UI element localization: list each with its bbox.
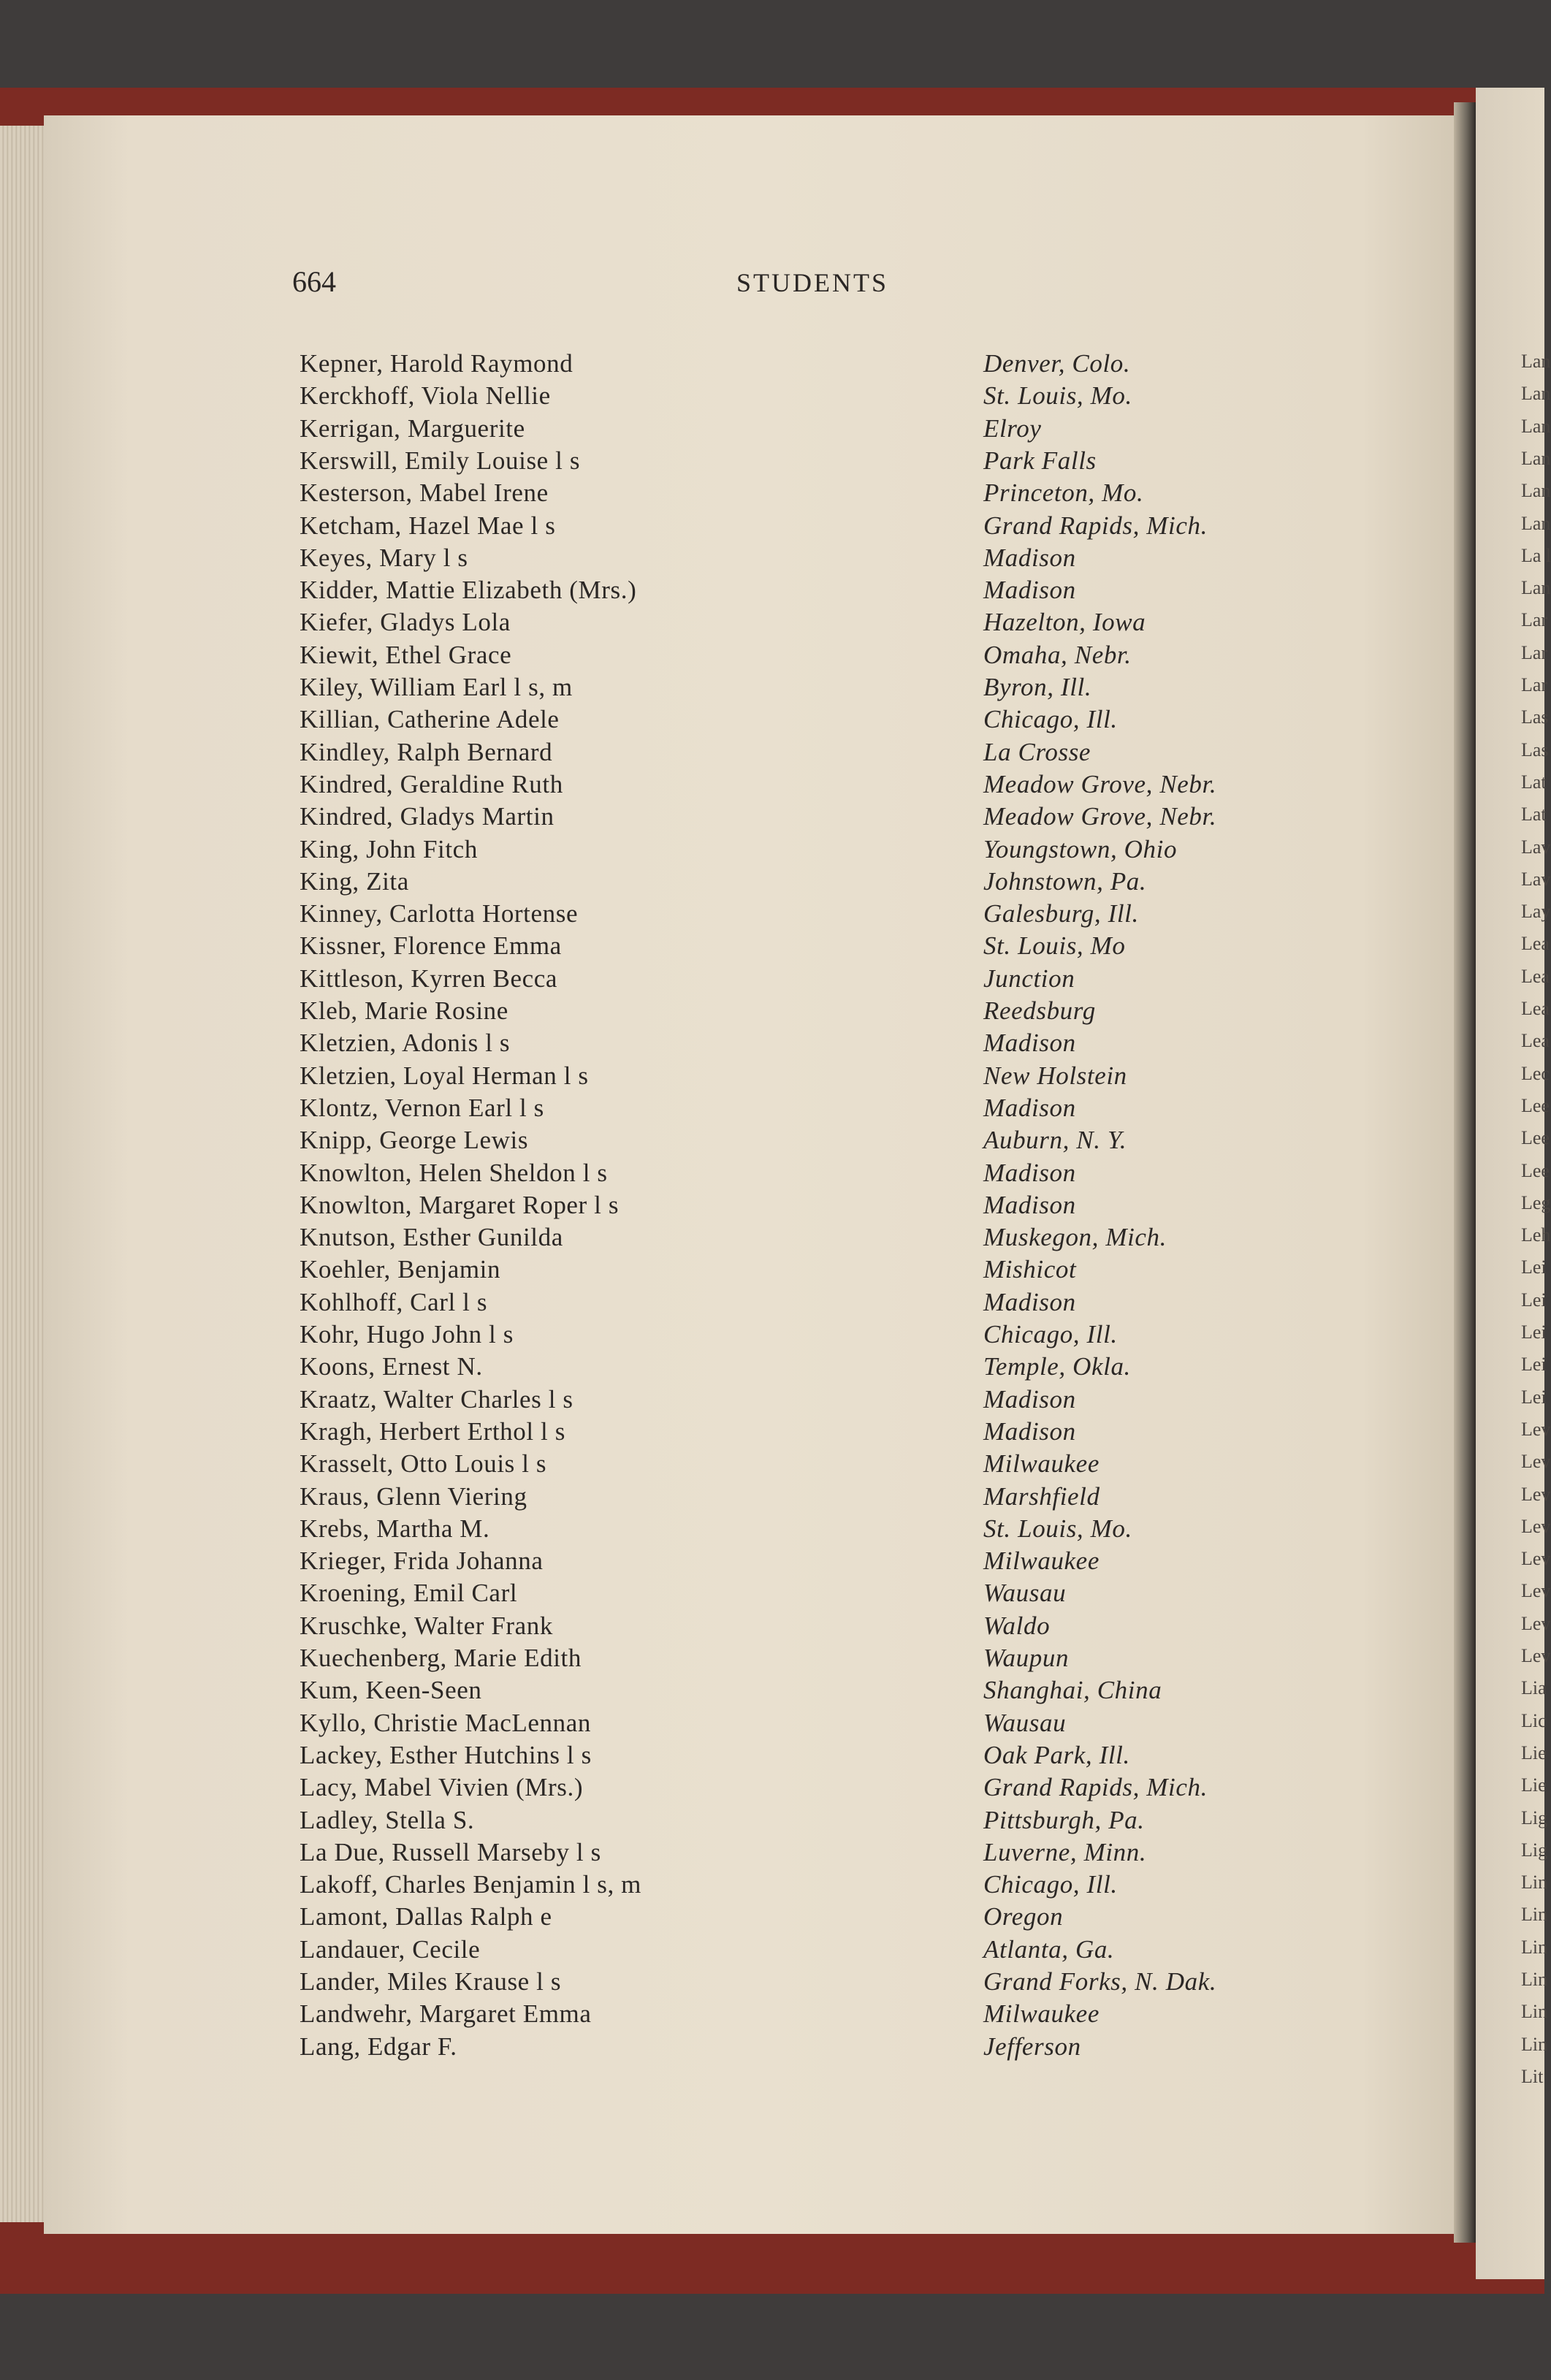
- student-name: Krieger, Frida Johanna: [300, 1546, 544, 1576]
- student-hometown: Chicago, Ill.: [983, 1870, 1118, 1899]
- list-item: [0, 1967, 1461, 1999]
- student-name: Knipp, George Lewis: [300, 1126, 529, 1155]
- student-name: Kiefer, Gladys Lola: [300, 608, 511, 637]
- list-item: [0, 1676, 1461, 1708]
- list-item: [0, 1094, 1461, 1126]
- list-item: [0, 802, 1461, 834]
- list-item: [0, 1352, 1461, 1384]
- list-item: [0, 1514, 1461, 1546]
- student-hometown: Park Falls: [983, 446, 1097, 475]
- list-item: [0, 1935, 1461, 1967]
- list-item: [0, 1773, 1461, 1805]
- list-item: [0, 1288, 1461, 1320]
- student-name: Lamont, Dallas Ralph e: [300, 1902, 552, 1931]
- student-hometown: Shanghai, China: [983, 1676, 1162, 1705]
- next-page-fragment: Lin: [1521, 1969, 1548, 1990]
- list-item: [0, 867, 1461, 899]
- student-name: Kerswill, Emily Louise l s: [300, 446, 581, 475]
- student-name: Kraus, Glenn Viering: [300, 1481, 527, 1511]
- student-name: Ketcham, Hazel Mae l s: [300, 511, 556, 540]
- student-hometown: Oak Park, Ill.: [983, 1740, 1130, 1769]
- student-hometown: Hazelton, Iowa: [983, 608, 1146, 637]
- list-item: [0, 576, 1461, 608]
- list-item: [0, 1029, 1461, 1061]
- next-page-fragment: Lec: [1521, 1062, 1550, 1084]
- next-page-fragment: Lan: [1521, 512, 1551, 534]
- student-hometown: Reedsburg: [983, 996, 1096, 1025]
- next-page-fragment: Lat: [1521, 771, 1547, 793]
- next-page-fragment: Lar: [1521, 641, 1548, 663]
- student-hometown: Mishicot: [983, 1255, 1077, 1284]
- student-hometown: Galesburg, Ill.: [983, 899, 1139, 928]
- next-page-fragment: Lin: [1521, 1904, 1548, 1926]
- list-item: [0, 1159, 1461, 1191]
- next-page-fragment: Lat: [1521, 804, 1547, 825]
- list-item: [0, 1709, 1461, 1741]
- student-name: Koons, Ernest N.: [300, 1352, 483, 1381]
- student-name: Kuechenberg, Marie Edith: [300, 1644, 582, 1672]
- next-page-fragment: Lei: [1521, 1256, 1547, 1278]
- student-hometown: Temple, Okla.: [983, 1352, 1131, 1381]
- next-page-fragment: La l: [1521, 544, 1551, 566]
- list-item: [0, 1449, 1461, 1481]
- student-hometown: Princeton, Mo.: [983, 478, 1144, 508]
- next-page-fragment: Lev: [1521, 1548, 1551, 1570]
- next-page-fragment: Lin: [1521, 2033, 1548, 2055]
- next-page-fragment: Lan: [1521, 415, 1551, 437]
- student-name: Kindley, Ralph Bernard: [300, 737, 553, 766]
- student-hometown: Elroy: [983, 413, 1042, 443]
- next-page-fragment: Lea: [1521, 965, 1550, 987]
- student-hometown: Madison: [983, 1190, 1076, 1219]
- student-hometown: Muskegon, Mich.: [983, 1223, 1167, 1252]
- student-hometown: Madison: [983, 1158, 1076, 1187]
- student-hometown: Johnstown, Pa.: [983, 866, 1147, 896]
- student-name: Ladley, Stella S.: [300, 1805, 475, 1834]
- next-page-fragment: Lan: [1521, 480, 1551, 502]
- student-name: Kidder, Mattie Elizabeth (Mrs.): [300, 576, 637, 605]
- student-name: Kerrigan, Marguerite: [300, 413, 525, 443]
- next-page-fragment: Lev: [1521, 1612, 1551, 1634]
- next-page-fragment: Lee: [1521, 1159, 1550, 1181]
- student-name: Kyllo, Christie MacLennan: [300, 1708, 591, 1737]
- list-item: [0, 673, 1461, 705]
- student-name: Keyes, Mary l s: [300, 543, 468, 572]
- next-page-fragment: Lei: [1521, 1354, 1547, 1376]
- list-item: [0, 1999, 1461, 2032]
- next-page-fragment: Lev: [1521, 1580, 1551, 1602]
- next-page-fragment: Lie: [1521, 1742, 1547, 1763]
- next-page-fragment: Lav: [1521, 868, 1551, 890]
- list-item: [0, 1870, 1461, 1902]
- student-name: Kohlhoff, Carl l s: [300, 1287, 488, 1316]
- next-page-fragment: Lev: [1521, 1645, 1551, 1666]
- student-name: Lang, Edgar F.: [300, 2032, 457, 2061]
- list-item: [0, 1320, 1461, 1352]
- student-hometown: Meadow Grove, Nebr.: [983, 802, 1217, 831]
- next-page-fragment: Lav: [1521, 836, 1551, 858]
- next-page-fragment: Lay: [1521, 901, 1551, 923]
- next-page-fragment: Lar: [1521, 674, 1548, 695]
- student-hometown: Madison: [983, 543, 1076, 572]
- next-page-fragment: Lig: [1521, 1839, 1548, 1861]
- student-hometown: Jefferson: [983, 2032, 1081, 2061]
- next-page-fragment: Lev: [1521, 1451, 1551, 1473]
- next-page-fragment: Lit: [1521, 2065, 1544, 2087]
- list-item: [0, 1191, 1461, 1223]
- student-name: Kindred, Gladys Martin: [300, 802, 555, 831]
- list-item: [0, 511, 1461, 543]
- student-name: Kleb, Marie Rosine: [300, 996, 508, 1025]
- next-page-fragment: Lev: [1521, 1515, 1551, 1537]
- next-page-fragment: Las: [1521, 706, 1549, 728]
- student-hometown: Milwaukee: [983, 1999, 1100, 2029]
- page-number: 664: [292, 265, 336, 298]
- student-hometown: Omaha, Nebr.: [983, 640, 1132, 669]
- next-page-fragment: Lig: [1521, 1807, 1548, 1828]
- next-page-fragment: Las: [1521, 739, 1549, 760]
- student-name: Kletzien, Adonis l s: [300, 1029, 511, 1058]
- student-name: Knowlton, Margaret Roper l s: [300, 1190, 620, 1219]
- next-page-fragment: Lev: [1521, 1483, 1551, 1505]
- student-name: Kragh, Herbert Erthol l s: [300, 1416, 565, 1446]
- student-hometown: St. Louis, Mo.: [983, 381, 1132, 411]
- student-hometown: Auburn, N. Y.: [983, 1126, 1127, 1155]
- list-item: [0, 1546, 1461, 1579]
- student-hometown: Madison: [983, 1093, 1076, 1122]
- list-item: [0, 1417, 1461, 1449]
- student-hometown: St. Louis, Mo.: [983, 1514, 1132, 1543]
- next-page-fragment: Lei: [1521, 1386, 1547, 1408]
- next-page-fragment: Lee: [1521, 1127, 1550, 1149]
- next-page-fragment: Lea: [1521, 933, 1550, 955]
- list-item: [0, 446, 1461, 478]
- page-title: STUDENTS: [736, 268, 889, 297]
- student-hometown: New Holstein: [983, 1061, 1127, 1090]
- student-hometown: Grand Rapids, Mich.: [983, 511, 1208, 540]
- list-item: [0, 1806, 1461, 1838]
- next-page-fragment: Lan: [1521, 577, 1551, 599]
- student-hometown: Chicago, Ill.: [983, 1320, 1118, 1349]
- next-page-fragment: Lin: [1521, 1936, 1548, 1958]
- student-name: Kesterson, Mabel Irene: [300, 478, 549, 508]
- list-item: [0, 1482, 1461, 1514]
- next-page-fragment: Lea: [1521, 1030, 1550, 1052]
- student-name: La Due, Russell Marseby l s: [300, 1837, 601, 1866]
- next-page-fragment: Lee: [1521, 1094, 1550, 1116]
- list-item: [0, 414, 1461, 446]
- list-item: [0, 2032, 1461, 2064]
- student-name: Lander, Miles Krause l s: [300, 1967, 562, 1996]
- next-page-fragment: Lan: [1521, 383, 1551, 405]
- student-name: Lacy, Mabel Vivien (Mrs.): [300, 1773, 584, 1802]
- student-name: Kohr, Hugo John l s: [300, 1320, 514, 1349]
- student-name: Kerckhoff, Viola Nellie: [300, 381, 551, 411]
- list-item: [0, 478, 1461, 511]
- student-hometown: Meadow Grove, Nebr.: [983, 769, 1217, 798]
- student-hometown: Grand Forks, N. Dak.: [983, 1967, 1217, 1996]
- student-name: King, John Fitch: [300, 834, 478, 863]
- list-item: [0, 1644, 1461, 1676]
- student-name: Kindred, Geraldine Ruth: [300, 769, 563, 798]
- list-item: [0, 835, 1461, 867]
- list-item: [0, 899, 1461, 931]
- student-name: Landwehr, Margaret Emma: [300, 1999, 592, 2029]
- student-name: Kissner, Florence Emma: [300, 931, 562, 961]
- list-item: [0, 641, 1461, 673]
- next-page-fragment: Lia: [1521, 1677, 1547, 1699]
- student-hometown: Grand Rapids, Mich.: [983, 1773, 1208, 1802]
- list-item: [0, 1579, 1461, 1611]
- student-hometown: Byron, Ill.: [983, 673, 1092, 701]
- student-name: Kiley, William Earl l s, m: [300, 673, 573, 701]
- student-name: Krasselt, Otto Louis l s: [300, 1449, 547, 1479]
- list-item: [0, 608, 1461, 640]
- student-hometown: Wausau: [983, 1708, 1067, 1737]
- student-hometown: Madison: [983, 1287, 1076, 1316]
- list-item: [0, 705, 1461, 737]
- list-item: [0, 1612, 1461, 1644]
- student-hometown: Denver, Colo.: [983, 349, 1131, 378]
- list-item: [0, 1902, 1461, 1934]
- student-hometown: Waldo: [983, 1611, 1051, 1640]
- next-page-fragment: Leh: [1521, 1224, 1551, 1246]
- list-item: [0, 1385, 1461, 1417]
- next-page-fragment: Lan: [1521, 447, 1551, 469]
- student-name: Kiewit, Ethel Grace: [300, 640, 512, 669]
- next-page-fragment: Lin: [1521, 2001, 1548, 2023]
- student-hometown: Madison: [983, 1416, 1076, 1446]
- student-hometown: Marshfield: [983, 1481, 1100, 1511]
- student-hometown: Milwaukee: [983, 1546, 1100, 1576]
- student-name: Killian, Catherine Adele: [300, 705, 560, 734]
- student-name: Kletzien, Loyal Herman l s: [300, 1061, 589, 1090]
- list-item: [0, 1223, 1461, 1255]
- student-hometown: St. Louis, Mo: [983, 931, 1126, 961]
- list-item: [0, 1255, 1461, 1287]
- student-hometown: Luverne, Minn.: [983, 1837, 1147, 1866]
- student-hometown: Wausau: [983, 1579, 1067, 1608]
- list-item: [0, 543, 1461, 576]
- student-name: Koehler, Benjamin: [300, 1255, 501, 1284]
- student-hometown: Waupun: [983, 1644, 1070, 1672]
- student-name: Lackey, Esther Hutchins l s: [300, 1740, 592, 1769]
- next-page-fragment: Lev: [1521, 1418, 1551, 1440]
- student-name: Klontz, Vernon Earl l s: [300, 1093, 544, 1122]
- list-item: [0, 770, 1461, 802]
- next-page-fragment: Lei: [1521, 1289, 1547, 1311]
- student-hometown: Madison: [983, 1029, 1076, 1058]
- student-name: Kepner, Harold Raymond: [300, 349, 573, 378]
- list-item: [0, 931, 1461, 964]
- student-hometown: Madison: [983, 576, 1076, 605]
- next-page-fragment: Lin: [1521, 1872, 1548, 1893]
- list-item: [0, 1838, 1461, 1870]
- student-name: Lakoff, Charles Benjamin l s, m: [300, 1870, 642, 1899]
- student-hometown: Milwaukee: [983, 1449, 1100, 1479]
- next-page-fragment: Lei: [1521, 1321, 1547, 1343]
- student-name: Kruschke, Walter Frank: [300, 1611, 553, 1640]
- student-hometown: La Crosse: [983, 737, 1091, 766]
- list-item: [0, 381, 1461, 413]
- student-name: King, Zita: [300, 866, 409, 896]
- list-item: [0, 1061, 1461, 1094]
- student-hometown: Oregon: [983, 1902, 1064, 1931]
- student-name: Landauer, Cecile: [300, 1934, 481, 1964]
- student-name: Knutson, Esther Gunilda: [300, 1223, 563, 1252]
- list-item: [0, 738, 1461, 770]
- student-name: Kum, Keen-Seen: [300, 1676, 482, 1705]
- next-page-fragment: Lea: [1521, 998, 1550, 1019]
- next-page-fragment: Lar: [1521, 609, 1548, 631]
- next-page-fragment: Lie: [1521, 1774, 1547, 1796]
- student-name: Kittleson, Kyrren Becca: [300, 964, 557, 993]
- list-item: [0, 349, 1461, 381]
- student-name: Knowlton, Helen Sheldon l s: [300, 1158, 608, 1187]
- student-hometown: Chicago, Ill.: [983, 705, 1118, 734]
- student-hometown: Youngstown, Ohio: [983, 834, 1178, 863]
- list-item: [0, 1741, 1461, 1773]
- student-hometown: Pittsburgh, Pa.: [983, 1805, 1145, 1834]
- student-hometown: Junction: [983, 964, 1075, 993]
- student-name: Kroening, Emil Carl: [300, 1579, 518, 1608]
- list-item: [0, 996, 1461, 1029]
- student-hometown: Madison: [983, 1384, 1076, 1414]
- list-item: [0, 1126, 1461, 1158]
- student-name: Kinney, Carlotta Hortense: [300, 899, 579, 928]
- student-name: Kraatz, Walter Charles l s: [300, 1384, 573, 1414]
- student-hometown: Atlanta, Ga.: [983, 1934, 1115, 1964]
- list-item: [0, 964, 1461, 996]
- next-page-fragment: Leg: [1521, 1191, 1551, 1213]
- next-page-fragment: Lan: [1521, 351, 1551, 372]
- student-name: Krebs, Martha M.: [300, 1514, 490, 1543]
- next-page-fragment: Lic: [1521, 1709, 1547, 1731]
